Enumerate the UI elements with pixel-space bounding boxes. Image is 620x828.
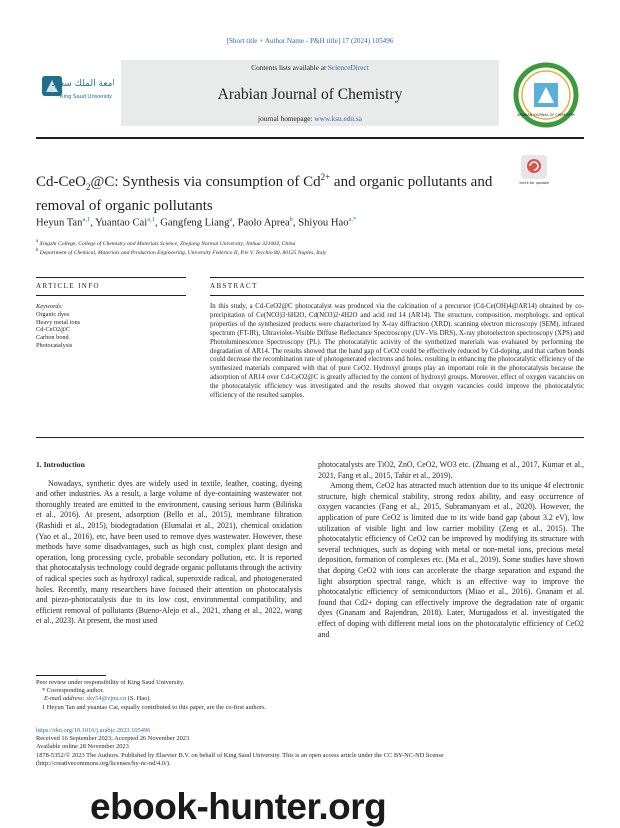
running-header[interactable]: [Short title + Author Name - P&H title] 17 (2024) 105496	[226, 37, 394, 45]
article-title	[36, 168, 514, 216]
intro-paragraph-0: photocatalysts are TiO2, ZnO, CeO2, WO3 etc. (Zhuang et al., 2017, Kumar et al., 2021, Fang et al., 2015, Tahir et al., 2019).	[318, 460, 584, 480]
abstract-text: In this study, a Cd-CeO2@C photocatalyst was produced via the calcination of a precursor (Cd-Ce(OH)4@AR14) obtained by co-precipitation of Ce(NO3)3·6H2O, Cd(NO3)2·4H2O and acid red 14 (AR14). The structure, composition, morphology, and optical properties of the synthesized products were characterized by X-ray diffraction (XRD), scanning electron microscopy (SEM), infrared spectrum (FT-IR), Ultraviolet–Visible Diffuse Reflectance Spectroscopy (UV–Vis DRS), X-ray photoelectron spectroscopy (XPS) and Photoluminescence Spectroscopy (PL). The photocatalytic activity of the synthetized materials was evaluated by performing the degradation of AR14. The results showed that the band gap of CeO2 could be effectively reduced by Cd-doping, and that carbon bonds could decrease the recombination rate of photogenerated electrons and holes, resulting in enhancing the photocatalytic efficiency of the synthesized materials compared with that of pure CeO2. Hydroxyl groups play an important role in the photocatalysis because the adsorption of AR14 over Cd-CeO2@C is greatly affected by the content of hydroxyl groups. Moreover, effect of oxygen vacancies on the photocatalytic efficiency was investigated and the results showed that oxygen vacancies could improve the photocatalytic efficiency of the resulted samples.	[210, 303, 584, 400]
title-part: @C: Synthesis via consumption of Cd	[90, 174, 321, 190]
footnote-corresponding: * Corresponding author.	[42, 687, 104, 695]
received-dates: Received 16 September 2023; Accepted 26 November 2023	[36, 735, 190, 743]
homepage-prefix: journal homepage:	[258, 114, 315, 123]
author-name[interactable]: Gangfeng Liang	[160, 217, 230, 229]
intro-right-column	[318, 460, 584, 640]
journal-title: Arabian Journal of Chemistry	[217, 86, 403, 103]
logo-arabic-text: جامعة الملك سعود	[51, 79, 114, 89]
publication-info	[36, 727, 584, 768]
abstract-bottom-rule	[36, 437, 584, 438]
homepage-link[interactable]: www.ksu.edu.sa	[314, 114, 362, 123]
author-affiliation-mark[interactable]: a,1	[82, 216, 91, 223]
watermark-banner: ebook-hunter.org	[90, 786, 387, 827]
homepage-line	[121, 114, 499, 123]
affiliation-b-text: Department of Chemical, Materials and Production Engineering, University Federico II, P.le V. Tecchio 80, 80125 Naples, Italy	[39, 249, 327, 256]
email-label: E-mail address:	[44, 695, 87, 703]
author-name[interactable]: Paolo Aprea	[237, 217, 290, 229]
footnote-peer-review: Peer review under responsibility of King Saud University.	[36, 679, 185, 686]
abstract-top-rule	[210, 277, 584, 278]
email-suffix: (S. Hao).	[126, 695, 152, 703]
cover-title: ARABIAN JOURNAL OF CHEMISTRY	[517, 113, 575, 117]
author-affiliation-mark[interactable]: a,1	[147, 216, 155, 223]
header-divider	[36, 137, 584, 139]
affiliation-a: $^a$ Xingzhi College, College of Chemistry and Materials Science, Zhejiang Normal University, Jinhua 321004, China	[36, 239, 296, 247]
check-for-updates-badge[interactable]	[519, 154, 549, 188]
keywords-label: Keywords:	[36, 303, 64, 310]
doi-link[interactable]: https://doi.org/10.1016/j.arabjc.2023.105496	[36, 727, 151, 734]
author-name[interactable]: Yuantao Cai	[95, 217, 148, 229]
intro-left-column	[36, 460, 302, 627]
available-online: Available online 28 November 2023	[36, 743, 129, 751]
affiliation-a-text: Xingzhi College, College of Chemistry and Materials Science, Zhejiang Normal University, Jinhua 321004, China	[39, 240, 296, 247]
title-part: Cd-CeO	[36, 174, 86, 190]
license-text: 1878-5352/© 2023 The Authors. Published by Elsevier B.V. on behalf of King Saud University. This is an open access article under the CC BY-NC-ND license	[36, 751, 444, 759]
keyword-item: Heavy metal ions	[36, 318, 81, 326]
email-link[interactable]: sky54@zjnu.cn	[86, 695, 127, 703]
intro-paragraph-2: Among them, CeO2 has attracted much attention due to its unique 4f electronic structure, high chemical stability, strong redox ability, and easy occurrence of oxygen vacancies (Fang et al., 2015, Subramanyam et al., 2020). However, the application of pure CeO2 is limited due to its wide band gap (about 3.2 eV), low utilization of visible light and low carrier mobility (Zeng et al., 2015). The photocatalytic efficiency of CeO2 can be improved by modifying its structure with several techniques, such as doping with metal or non-metal ions, precious metal deposition, formation of complexes etc. (Ma et al., 2019). Some studies have shown that doping CeO2 with ions can accelerate the charge separation and expand the light absorption spectral range, which is an effective way to improve the photocatalytic efficiency of semiconductors (Miao et al., 2016). Gnanam et al. found that Cd2+ doping can effectively improve the degradation rate of organic dyes (Gnanam and Rajendran, 2018). Later, Murugadoss et al. investigated the effect of doping with different metal ions on the photocatalytic efficiency of CeO2 and	[318, 481, 584, 639]
author-affiliation-mark[interactable]: a,*	[348, 216, 357, 223]
keyword-item: Carbon bond	[36, 334, 69, 342]
intro-heading: 1. Introduction	[36, 460, 85, 469]
author-affiliation-mark[interactable]: b	[289, 216, 293, 223]
contents-prefix: Contents lists available at	[251, 63, 328, 72]
footnote-rule	[36, 675, 106, 676]
author-list: Heyun Tan$^{a,1}$, Yuantao Cai$^{a,1}$, Gangfeng Liang$^a$, Paolo Aprea$^b$, Shiyou Hao$^{a,*}$	[36, 216, 357, 229]
contents-line	[121, 63, 499, 72]
logo-english-text: King Saud University	[60, 94, 112, 100]
author-affiliation-mark[interactable]: a	[229, 216, 233, 223]
keywords-block	[36, 303, 176, 350]
title-sub: 2	[86, 182, 91, 192]
keyword-item: Cd-CeO2@C	[36, 326, 71, 334]
footnotes	[36, 679, 584, 712]
title-sup: 2+	[320, 172, 331, 182]
author-name[interactable]: Heyun Tan	[36, 217, 83, 229]
affiliation-b: $^b$ Department of Chemical, Materials and Production Engineering, University Federico II, P.le V. Tecchio 80, 80125 Naples, Italy	[36, 248, 327, 256]
journal-cover-image	[508, 57, 584, 133]
footnote-cofirst: 1 Heyun Tan and yuantao Cai, equally contributed to this paper, are the co-first authors.	[42, 703, 267, 711]
keyword-item: Photocatalysis	[36, 341, 73, 349]
abstract-heading: ABSTRACT	[210, 282, 258, 290]
intro-paragraph-1: Nowadays, synthetic dyes are widely used in textile, leather, coating, dyeing and other industries. As a result, a large volume of dye-containing wastewater not thoroughly treated are emitted to the environment, causing serious harm (Bilińska et al., 2016). At present, adsorption (Bello et al., 2015), membrane filtration (Rashidi et al., 2015), biodegradation (Elumalai et al., 2021), chemical oxidation (Yao et al., 2016), etc, have been used to remove dyes wastewater. However, these methods have some disadvantages, such as high cost, complex plant design and operation, long processing cycle, probable secondary pollution, etc. It is reported that photocatalysis technology could degrade organic pollutants through the activity of radical species such as hydroxyl radical, superoxide radical, and photogenerated holes. Recently, many researchers have focused their attention on photocatalysis and piezo-photocatalysis due to its low cost, environmental compatibility, and efficient removal of pollutants (Bueno-Alejo et al., 2021, zhang et al., 2022, wang et al., 2023). At present, the most used	[36, 478, 302, 626]
article-info-top-rule	[36, 277, 186, 278]
keywords-list	[36, 311, 176, 350]
title-part: and organic pollutants and	[330, 174, 493, 190]
article-info-rule	[36, 295, 186, 296]
sciencedirect-link[interactable]: ScienceDirect	[327, 63, 369, 72]
license-url[interactable]: (http://creativecommons.org/licenses/by-nc-nd/4.0/).	[36, 759, 171, 767]
keyword-item: Organic dyes	[36, 310, 70, 318]
title-line2: removal of organic pollutants	[36, 198, 213, 214]
king-saud-university-logo	[36, 60, 114, 124]
check-updates-label: Check for updates	[519, 181, 549, 185]
footnote-email	[36, 695, 584, 703]
article-info-heading: ARTICLE INFO	[36, 282, 101, 290]
author-name[interactable]: Shiyou Hao	[298, 217, 349, 229]
abstract-rule	[210, 295, 584, 296]
